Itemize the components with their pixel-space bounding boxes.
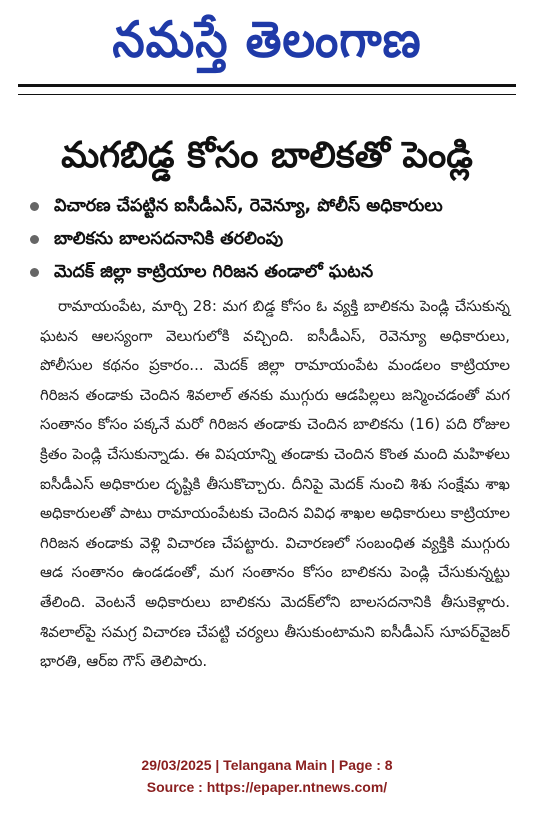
article-bullets [26,190,516,289]
bullet-dot-icon [30,202,39,211]
bullet-item [26,190,516,223]
bullet-text: విచారణ చేపట్టిన ఐసీడీఎస్‌, రెవెన్యూ, పోలీస్‌ అధికారులు [54,196,443,216]
masthead-title: నమస్తే తెలంగాణ [112,9,422,69]
article-headline: మగబిడ్డ కోసం బాలికతో పెండ్లి [61,135,473,176]
bullet-text: మెదక్‌ జిల్లా కాట్రియాల గిరిజన తండాలో ఘటన [54,262,374,282]
bullet-item [26,223,516,256]
footer-edition-info: 29/03/2025 | Telangana Main | Page : 8 [141,757,393,773]
masthead [0,6,534,76]
article-body: రామాయంపేట, మార్చి 28: మగ బిడ్డ కోసం ఓ వ్యక్తి బాలికను పెండ్లి చేసుకున్న ఘటన ఆలస్యంగా వెలుగులోకి వచ్చింది. ఐసీడీఎస్‌, రెవెన్యూ అధికారులు, పోలీసుల కథనం ప్రకారం... మెదక్‌ జిల్లా రామాయంపేట మండలం కాట్రియాల గిరిజన తండాకు చెందిన శివలాల్‌ తనకు ముగ్గురు ఆడపిల్లలు జన్మించడంతో మగ సంతానం కోసం పక్కనే మరో గిరిజన తండాకు చెందిన బాలికను (16) పది రోజుల క్రితం పెండ్లి చేసుకున్నాడు. ఈ విషయాన్ని తండాకు చెందిన కొంత మంది మహిళలు ఐసీడీఎస్‌ అధికారుల దృష్టికి తీసుకొచ్చారు. దీనిపై మెదక్‌ నుంచి శిశు సంక్షేమ శాఖ అధికారులతో పాటు రామాయంపేటకు చెందిన వివిధ శాఖల అధికారులు కాట్రియాల గిరిజన తండాకు వెళ్లి విచారణ చేపట్టారు. విచారణలో సంబంధిత వ్యక్తికి ముగ్గురు ఆడ సంతానం ఉండడంతో, మగ సంతానం కోసం బాలికను పెండ్లి చేసుకున్నట్టు తేలింది. వెంటనే అధికారులు బాలికను మెదక్‌లోని బాలసదనానికి తీసుకెళ్లారు. శివలాల్‌పై సమగ్ర విచారణ చేపట్టి చర్యలు తీసుకుంటామని ఐసీడీఎస్‌ సూపర్‌వైజర్‌ భారతి, ఆర్‌ఐ గౌస్‌ తెలిపారు. [40,297,510,671]
bullet-dot-icon [30,235,39,244]
masthead-rule [18,84,516,87]
bullet-dot-icon [30,268,39,277]
footer-source-link[interactable]: Source : https://epaper.ntnews.com/ [146,779,388,795]
bullet-item [26,256,516,289]
bullet-text: బాలికను బాలసదనానికి తరలింపు [54,229,284,249]
masthead-rule-thin [18,94,516,95]
footer [0,754,534,798]
